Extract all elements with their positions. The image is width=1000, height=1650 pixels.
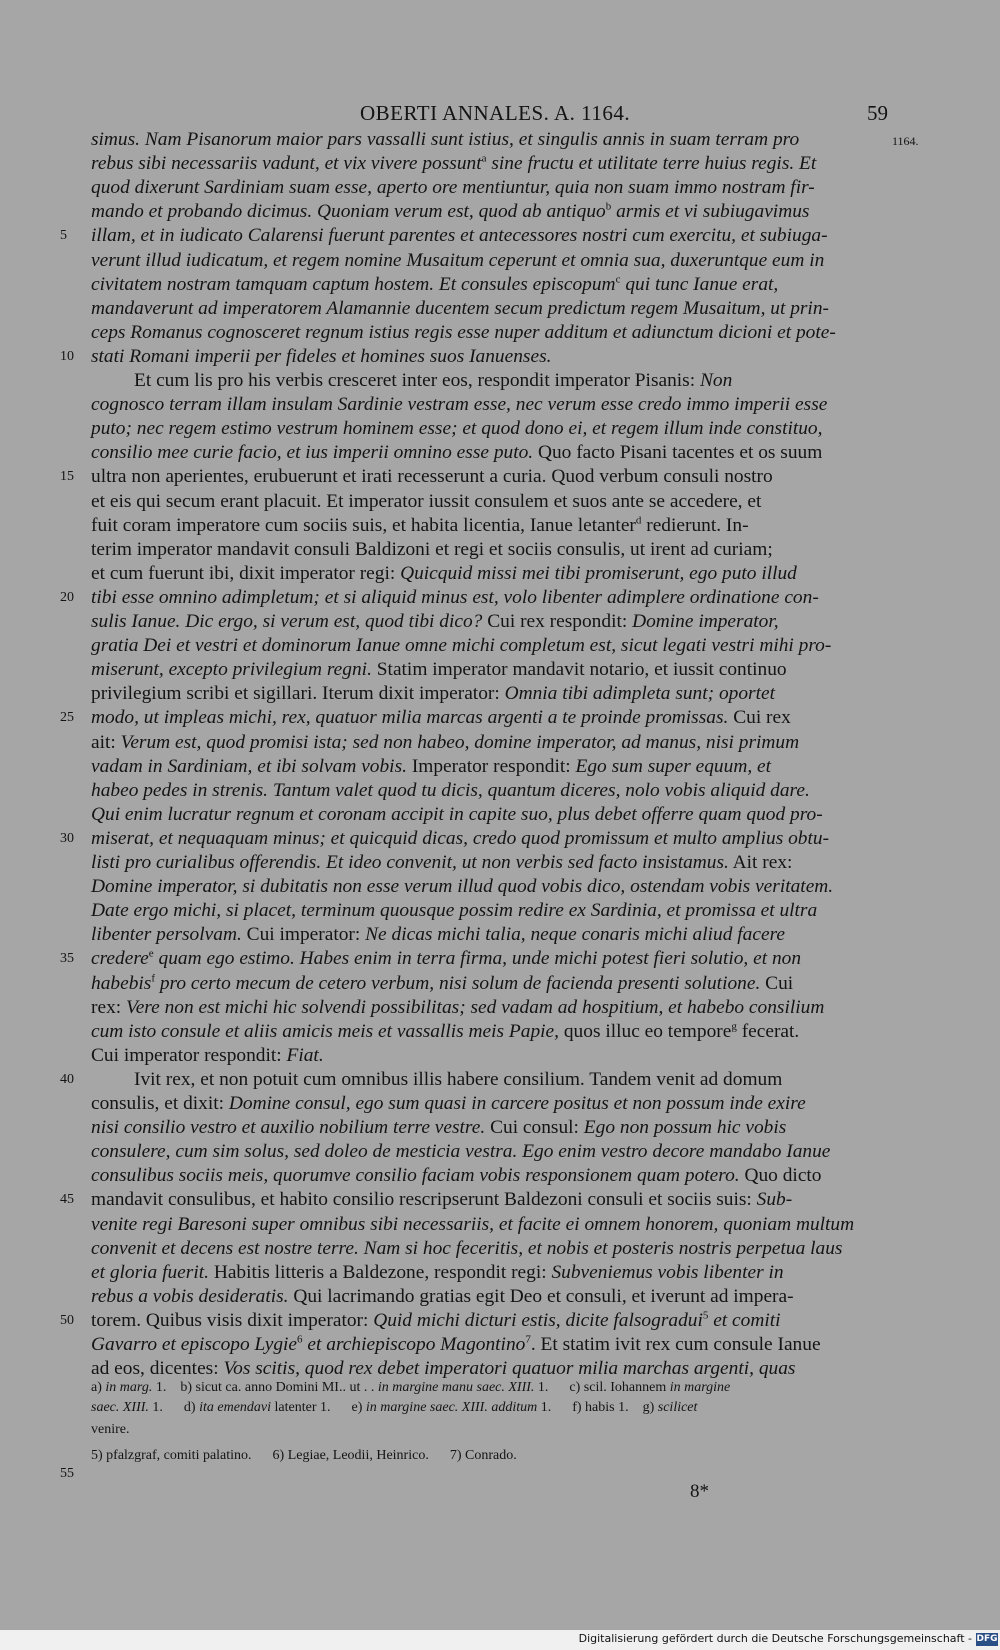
footnote-line: 5) pfalzgraf, comiti palatino. 6) Legiae, Leodii, Heinrico. 7) Conrado. (91, 1448, 517, 1463)
text-line: puto; nec regem estimo vestrum hominem esse; et quod dono ei, et regem illum inde constituo, (91, 418, 823, 440)
text-line: privilegium scribi et sigillari. Iterum dixit imperator: Omnia tibi adimpleta sunt; oportet (91, 683, 775, 705)
text-line: habeo pedes in strenis. Tantum valet quod tu dicis, quantum diceres, nolo vobis aliquid dare. (91, 779, 810, 801)
text-line: consulibus sociis meis, quorumve consilio faciam vobis responsionem quam potero. Quo dicto (91, 1165, 822, 1187)
text-line: Qui enim lucratur regnum et coronam accipit in capite suo, plus debet offerre quam quod pro- (91, 803, 823, 825)
text-line: gratia Dei et vestri et dominorum Ianue omne michi completum est, sicut legati vestri mihi pro- (91, 635, 832, 657)
text-line: et gloria fuerit. Habitis litteris a Baldezone, respondit regi: Subveniemus vobis libenter in (91, 1261, 784, 1283)
text-line: consilio mee curie facio, et ius imperii omnino esse puto. Quo facto Pisani tacentes et os suum (91, 442, 823, 464)
text-line: vadam in Sardiniam, et ibi solvam vobis. Imperator respondit: Ego sum super equum, et (91, 755, 772, 777)
text-line: modo, ut impleas michi, rex, quatuor milia marcas argenti a te proinde promissas. Cui rex (91, 707, 791, 729)
signature-mark: 8* (690, 1481, 709, 1502)
text-line: consulere, cum sim solus, sed doleo de mesticia vestra. Ego enim vestro decore mandabo Ianue (91, 1141, 831, 1163)
line-number: 5 (60, 228, 67, 244)
text-line: cum isto consule et aliis amicis meis et vassallis meis Papie, quos illuc eo tempore$^g$ fecerat. (91, 1020, 800, 1042)
text-line: Date ergo michi, si placet, terminum quousque possim redire ex Sardinia, et promissa et ultra (91, 900, 818, 922)
text-line: listi pro curialibus offerendis. Et ideo convenit, ut non verbis sed facto insistamus. Ait rex: (91, 852, 793, 873)
text-line: rex: Vere non est michi hic solvendi possibilitas; sed vadam ad hospitium, et habebo consilium (91, 996, 825, 1018)
text-line: Ivit rex, et non potuit cum omnibus illis habere consilium. Tandem venit ad domum (134, 1068, 783, 1090)
text-line: verunt illud iudicatum, et regem nomine Musaitum ceperunt et omnia sua, duxeruntque eum in (91, 249, 825, 271)
page-header (0, 101, 1000, 131)
text-line: libenter persolvam. Cui imperator: Ne dicas michi talia, neque conaris michi aliud facere (91, 924, 785, 946)
text-line: rebus a vobis desideratis. Qui lacrimando gratias egit Deo et consuli, et iverunt ad impera- (91, 1285, 794, 1307)
digitization-bar (0, 1630, 1000, 1650)
text-line: consulis, et dixit: Domine consul, ego sum quasi in carcere positus et non possum inde exire (91, 1093, 806, 1114)
text-line: et cum fuerunt ibi, dixit imperator regi: Quicquid missi mei tibi promiserunt, ego puto illud (91, 562, 797, 584)
text-line: fuit coram imperatore cum sociis suis, et habita licentia, Ianue letanter$^d$ redierunt. In- (91, 514, 749, 536)
text-line: ultra non aperientes, erubuerunt et irati recesserunt a curia. Quod verbum consuli nostro (91, 466, 773, 488)
text-line: cognosco terram illam insulam Sardinie vestram esse, nec verum esse credo immo imperii esse (91, 394, 828, 416)
text-line: ceps Romanus cognosceret regnum istius regis esse nuper additum et adiunctum dicioni et pote- (91, 321, 836, 343)
footnote-line: a) in marg. 1. b) sicut ca. anno Domini MI.. ut . . in margine manu saec. XIII. 1. c) scil. Iohannem in margine (91, 1380, 731, 1395)
footnote-line: venire. (91, 1422, 130, 1437)
text-line: simus. Nam Pisanorum maior pars vassalli sunt istius, et singulis annis in suam terram pro (91, 129, 800, 150)
line-number: 15 (60, 469, 74, 485)
footnote-line: saec. XIII. 1. d) ita emendavi latenter 1. e) in margine saec. XIII. additum 1. f) habis 1. g) scilicet (91, 1400, 698, 1415)
text-line: ait: Verum est, quod promisi ista; sed non habeo, domine imperator, ad manus, nisi primum (91, 731, 800, 753)
text-line: Cui imperator respondit: Fiat. (91, 1044, 324, 1066)
margin-year: 1164. (892, 134, 919, 148)
text-line: terim imperator mandavit consuli Baldizoni et regi et sociis consulis, ut irent ad curiam; (91, 538, 773, 560)
text-line: rebus sibi necessariis vadunt, et vix vivere possunt$^a$ sine fructu et utilitate terre huius regis. Et (91, 152, 817, 175)
line-number: 50 (60, 1312, 74, 1328)
page-number: 59 (867, 101, 888, 125)
text-line: ad eos, dicentes: Vos scitis, quod rex debet imperatori quatuor milia marchas argenti, quas (91, 1358, 796, 1380)
text-line: et eis qui secum erant placuit. Et imperator iussit consulem et suos ante se accedere, et (91, 490, 762, 512)
text-line: habebis$^f$ pro certo mecum de cetero verbum, nisi solum de facienda presenti solutione. Cui (91, 972, 794, 994)
text-line: convenit et decens est nostre terre. Nam si hoc feceritis, et nobis et posteris nostris perpetua laus (91, 1237, 843, 1259)
text-line: credere$^e$ quam ego estimo. Habes enim in terra firma, unde michi potest fieri solutio, et non (91, 947, 802, 970)
digitization-credit: Digitalisierung gefördert durch die Deutsche Forschungsgemeinschaft - (578, 1632, 972, 1645)
text-line: miserat, et nequaquam minus; et quicquid dicas, credo quod promissum et multo amplius obtu- (91, 827, 830, 849)
line-number: 40 (60, 1071, 74, 1087)
line-number: 10 (60, 348, 74, 364)
text-line: mandavit consulibus, et habito consilio rescripserunt Baldezoni consuli et sociis suis: Sub- (91, 1189, 793, 1211)
text-line: tibi esse omnino adimpletum; et si aliquid minus est, volo libenter adimplere ordinatione con- (91, 586, 819, 608)
text-line: torem. Quibus visis dixit imperator: Quid michi dicturi estis, dicite falsogradui$^5$ et comiti (91, 1309, 781, 1331)
text-line: stati Romani imperii per fideles et homines suos Ianuenses. (91, 345, 552, 367)
text-line: Domine imperator, si dubitatis non esse verum illud quod vobis dico, ostendam vobis veritatem. (91, 876, 834, 898)
text-line: nisi consilio vestro et auxilio nobilium terre vestre. Cui consul: Ego non possum hic vobis (91, 1117, 787, 1139)
text-line: quod dixerunt Sardiniam suam esse, aperto ore mentiuntur, quia non suam immo nostram fir- (91, 177, 815, 199)
text-line: Gavarro et episcopo Lygie$^6$ et archiepiscopo Magontino$^7$. Et statim ivit rex cum consule Ianue (91, 1333, 821, 1355)
line-number: 30 (60, 830, 74, 846)
text-line: mando et probando dicimus. Quoniam verum est, quod ab antiquo$^b$ armis et vi subiugavimus (91, 200, 810, 223)
text-line: civitatem nostram tamquam captum hostem. Et consules episcopum$^c$ qui tunc Ianue erat, (91, 273, 779, 295)
text-line: Et cum lis pro his verbis cresceret inter eos, respondit imperator Pisanis: Non (134, 370, 733, 391)
text-line: sulis Ianue. Dic ergo, si verum est, quod tibi dico? Cui rex respondit: Domine imperator, (91, 611, 779, 632)
line-number: 55 (60, 1466, 74, 1481)
text-line: mandaverunt ad imperatorem Alamannie ducentem secum predictum regem Musaitum, ut prin- (91, 297, 829, 319)
line-number: 25 (60, 710, 74, 726)
line-number: 45 (60, 1192, 74, 1208)
running-title: OBERTI ANNALES. A. 1164. (360, 101, 631, 125)
line-number: 20 (60, 589, 74, 605)
text-line: venite regi Baresoni super omnibus sibi necessariis, et facite ei omnem honorem, quoniam multum (91, 1213, 855, 1235)
line-number: 35 (60, 951, 74, 967)
dfg-logo-icon: DFG (976, 1634, 998, 1644)
text-line: miserunt, excepto privilegium regni. Statim imperator mandavit notario, et iussit continuo (91, 659, 787, 681)
text-line: illam, et in iudicato Calarensi fuerunt parentes et antecessores nostri cum exercitu, et subiuga- (91, 225, 828, 247)
